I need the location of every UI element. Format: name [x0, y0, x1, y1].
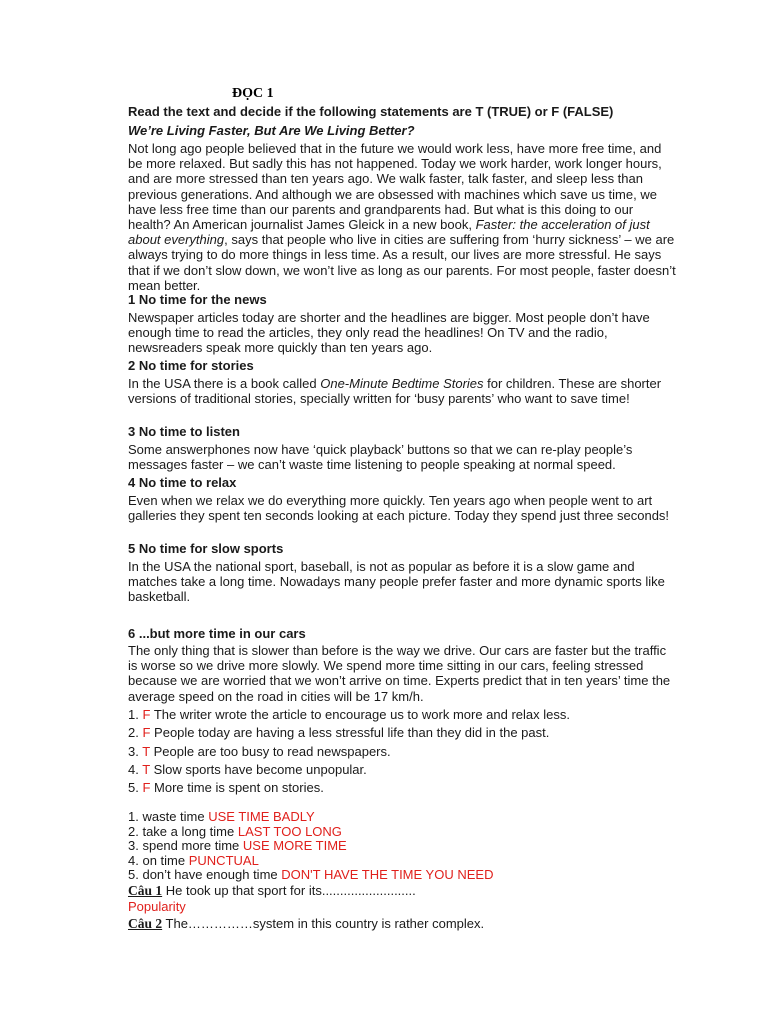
section-heading: 4 No time to relax [128, 475, 237, 490]
statement-number: 4. [128, 762, 139, 777]
statement-text: People today are having a less stressful life than they did in the past. [154, 725, 550, 740]
vocab-phrase: spend more time [142, 838, 240, 853]
question-text: He took up that sport for its.......................... [162, 883, 416, 898]
book-title: Faster: the acceleration of just about everything [128, 217, 650, 248]
statement-item [128, 762, 367, 777]
page-title: ĐỌC 1 [232, 86, 274, 101]
vocab-number: 2. [128, 824, 139, 839]
vocab-number: 5. [128, 867, 139, 882]
section-text-end: for children. These are shorter versions of traditional stories, specially written for ‘busy parents’ who want to save time! [128, 376, 662, 407]
vocab-item [128, 867, 493, 882]
section-heading: 6 ...but more time in our cars [128, 626, 306, 641]
vocab-meaning: USE MORE TIME [242, 838, 347, 853]
statement-text: Slow sports have become unpopular. [153, 762, 367, 777]
section-text: In the USA the national sport, baseball, is not as popular as before it is a slow game and matches take a long time. Nowadays many people prefer faster and more dynamic sports like basketball. [128, 559, 665, 605]
section-text [128, 376, 676, 406]
book-title-italic: One-Minute Bedtime Stories [320, 376, 484, 391]
vocab-item [128, 853, 259, 868]
vocab-item [128, 824, 342, 839]
statement-number: 2. [128, 725, 139, 740]
section-text: Even when we relax we do everything more quickly. Ten years ago when people went to art galleries they spent ten seconds looking at each picture. Today they spend just three seconds! [128, 493, 670, 524]
vocab-phrase: don’t have enough time [142, 867, 278, 882]
section-text: Newspaper articles today are shorter and the headlines are bigger. Most people don’t have enough time to read the articles, they only read the headlines! On TV and the radio, newsreaders speak more quickly than ten years ago. [128, 310, 650, 356]
statement-number: 5. [128, 780, 139, 795]
statement-text: People are too busy to read newspapers. [153, 744, 391, 759]
statement-number: 1. [128, 707, 139, 722]
statement-item [128, 707, 570, 722]
vocab-meaning: LAST TOO LONG [237, 824, 342, 839]
vocab-phrase: take a long time [142, 824, 235, 839]
section-text: Some answerphones now have ‘quick playback’ buttons so that we can re-play people’s messages faster – we can’t waste time listening to people speaking at normal speed. [128, 442, 633, 473]
statement-answer: T [142, 762, 150, 777]
vocab-number: 4. [128, 853, 139, 868]
statement-text: The writer wrote the article to encourage us to work more and relax less. [153, 707, 570, 722]
vocab-phrase: waste time [142, 809, 205, 824]
question-label: Câu 2 [128, 916, 163, 931]
statement-answer: F [142, 780, 151, 795]
vocab-meaning: PUNCTUAL [188, 853, 259, 868]
instruction: Read the text and decide if the following statements are T (TRUE) or F (FALSE) [128, 104, 614, 119]
vocab-number: 1. [128, 809, 139, 824]
section-heading: 3 No time to listen [128, 424, 240, 439]
statement-answer: T [142, 744, 150, 759]
question-answer: Popularity [128, 899, 186, 914]
statement-item [128, 725, 549, 740]
intro-paragraph [128, 141, 676, 293]
statement-answer: F [142, 707, 151, 722]
intro-text-1: Not long ago people believed that in the future we would work less, have more free time, and be more relaxed. But sadly this has not happened. Today we work harder, work longer hours, and are more stressed than ten years ago. We walk faster, talk faster, and sleep less than previous generations. And although we are obsessed with machines which save us time, we have less free time than our parents and grandparents had. But what is this doing to our health? An American journalist James Gleick in a new book, [128, 141, 662, 233]
statement-item [128, 744, 391, 759]
question-item [128, 916, 484, 931]
vocab-item [128, 838, 347, 853]
article-title: We’re Living Faster, But Are We Living Better? [128, 123, 415, 138]
section-text-start: In the USA there is a book called [128, 376, 321, 391]
section-heading: 1 No time for the news [128, 292, 267, 307]
vocab-meaning: USE TIME BADLY [208, 809, 315, 824]
vocab-item [128, 809, 315, 824]
vocab-meaning: DON'T HAVE THE TIME YOU NEED [281, 867, 494, 882]
statement-answer: F [142, 725, 151, 740]
statement-text: More time is spent on stories. [154, 780, 324, 795]
section-heading: 2 No time for stories [128, 358, 254, 373]
section-text: The only thing that is slower than before is the way we drive. Our cars are faster but the traffic is worse so we drive more slowly. We spend more time sitting in our cars, feeling stressed because we are worried that we won’t arrive on time. Experts predict that in ten years’ time the average speed on the road in cities will be 17 km/h. [128, 643, 671, 704]
section-heading: 5 No time for slow sports [128, 541, 284, 556]
vocab-number: 3. [128, 838, 139, 853]
question-label: Câu 1 [128, 883, 163, 898]
question-text: The……………system in this country is rather complex. [162, 916, 485, 931]
statement-item [128, 780, 324, 795]
question-item [128, 883, 416, 898]
statement-number: 3. [128, 744, 139, 759]
intro-text-2: , says that people who live in cities are suffering from ‘hurry sickness’ – we are always trying to do more things in less time. As a result, our lives are more stressful. He says that if we don’t slow down, we won’t live as long as our parents. For most people, faster doesn’t mean better. [128, 232, 676, 293]
vocab-phrase: on time [142, 853, 186, 868]
